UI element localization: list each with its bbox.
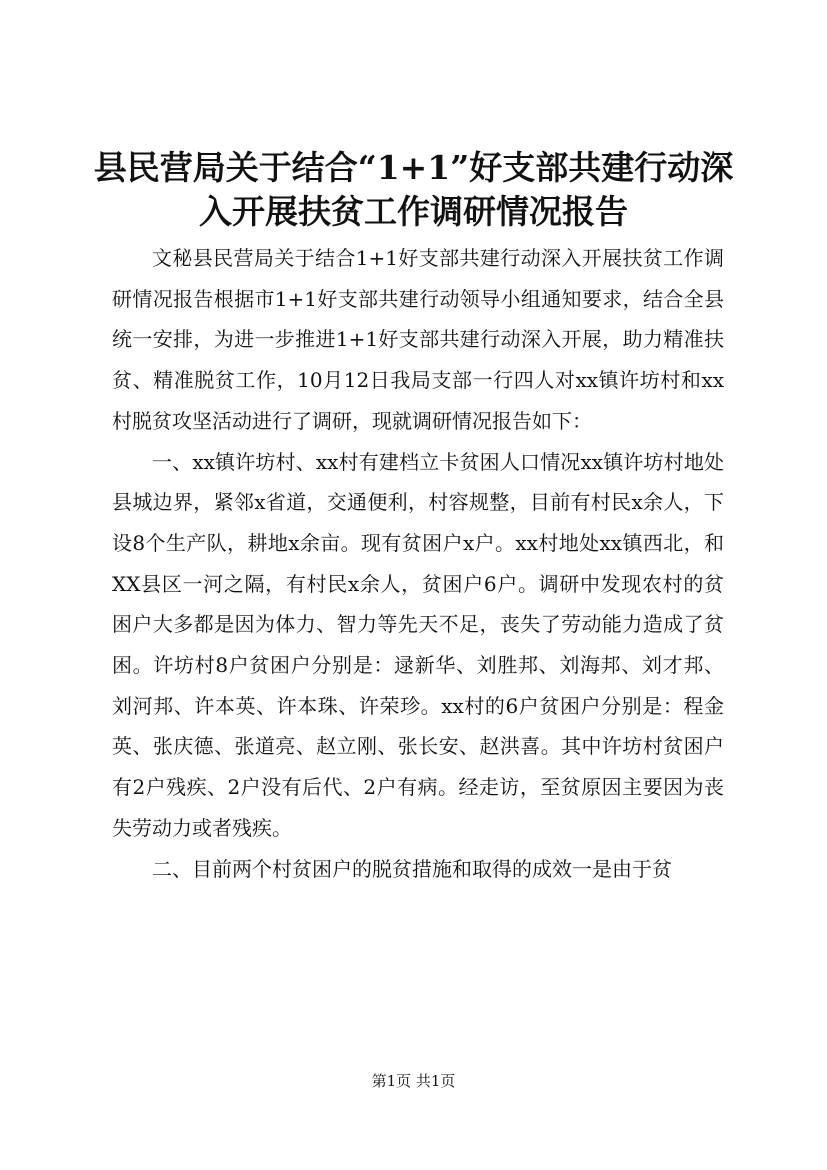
document-title	[0, 146, 827, 234]
page-footer: 第1页 共1页	[371, 1072, 456, 1090]
paragraph-section-2: 二、目前两个村贫困户的脱贫措施和取得的成效一是由于贫	[152, 856, 672, 881]
document-body	[112, 238, 724, 889]
title-line-2: 入开展扶贫工作调研情况报告	[199, 192, 628, 231]
title-line-1: 县民营局关于结合“1+1”好支部共建行动深	[93, 148, 734, 187]
paragraph-section-1: 一、xx镇许坊村、xx村有建档立卡贫困人口情况xx镇许坊村地处县城边界，紧邻x省道，交通便利，村容规整，目前有村民x余人，下设8个生产队，耕地x余亩。现有贫困户x户。xx村地处xx镇西北，和XX县区一河之隔，有村民x余人，贫困户6户。调研中发现农村的贫困户大多都是因为体力、智力等先天不足，丧失了劳动能力造成了贫困。许坊村8户贫困户分别是：逯新华、刘胜邦、刘海邦、刘才邦、刘河邦、许本英、许本珠、许荣珍。xx村的6户贫困户分别是：程金英、张庆德、张道亮、赵立刚、张长安、赵洪喜。其中许坊村贫困户有2户残疾、2户没有后代、2户有病。经走访，至贫原因主要因为丧失劳动力或者残疾。	[112, 449, 724, 840]
paragraph-intro: 文秘县民营局关于结合1+1好支部共建行动深入开展扶贫工作调研情况报告根据市1+1好支部共建行动领导小组通知要求，结合全县统一安排，为进一步推进1+1好支部共建行动深入开展，助力精准扶贫、精准脱贫工作，10月12日我局支部一行四人对xx镇许坊村和xx村脱贫攻坚活动进行了调研，现就调研情况报告如下：	[112, 246, 724, 433]
